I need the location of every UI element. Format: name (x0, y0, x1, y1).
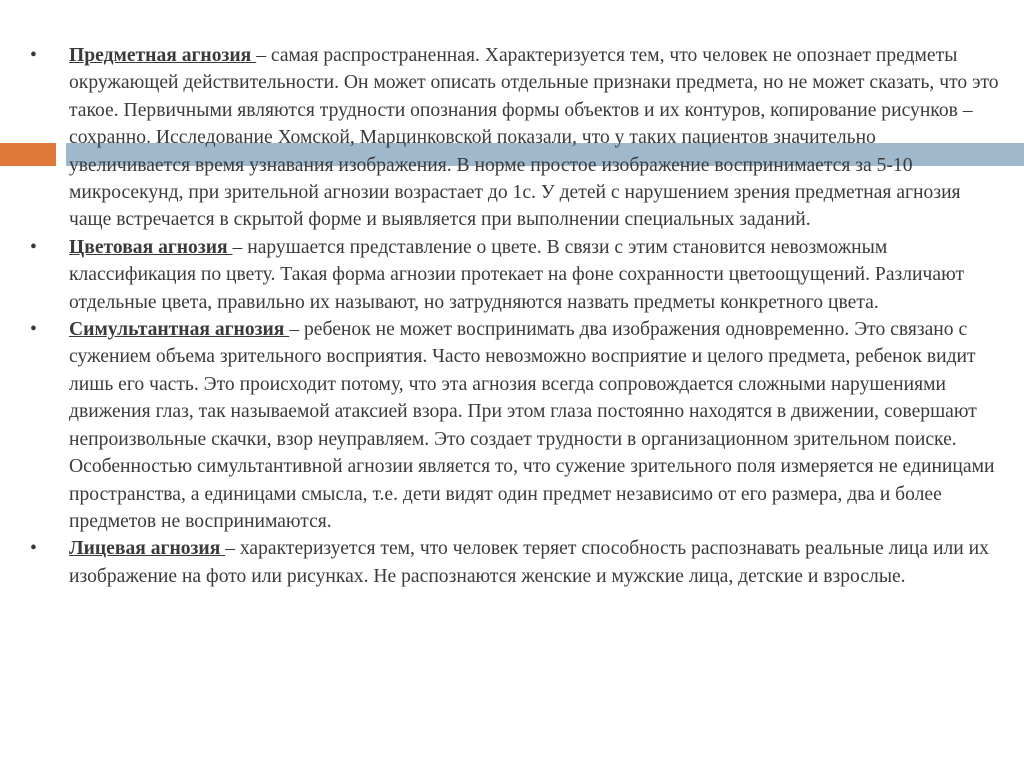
description-simultaneous-agnosia: – ребенок не может воспринимать два изображения одновременно. Это связано с сужением объема зрительного восприятия. Часто невозможно восприятие и целого предмета, ребенок видит лишь его часть. Это происходит потому, что эта агнозия всегда сопровождается сложными нарушениями движения глаз, так называемой атаксией взора. При этом глаза постоянно находятся в движении, совершают непроизвольные скачки, взор неуправляем. Это создает трудности в организационном зрительном поиске. Особенностью симультантивной агнозии является то, что сужение зрительного поля измеряется не единицами пространства, а единицами смысла, т.е. дети видят один предмет независимо от его размера, два и более предметов не воспринимаются. (69, 319, 995, 532)
bullet-icon: • (30, 319, 37, 341)
list-item-face-agnosia (30, 535, 1000, 590)
bullet-icon: • (30, 538, 37, 560)
term-object-agnosia: Предметная агнозия (69, 45, 257, 66)
term-simultaneous-agnosia: Симультантная агнозия (69, 319, 290, 341)
description-color-agnosia: – нарушается представление о цвете. В связи с этим становится невозможным классификация по цвету. Такая форма агнозии протекает на фоне сохранности цветоощущений. Различают отдельные цвета, правильно их называют, но затрудняются назвать предметы конкретного цвета. (69, 236, 965, 313)
list-item-color-agnosia (30, 234, 1000, 316)
slide-content (30, 42, 1000, 590)
description-face-agnosia: – характеризуется тем, что человек теряет способность распознавать реальные лица или их изображение на фото или рисунках. Не распознаются женские и мужские лица, детские и взрослые. (69, 538, 989, 587)
term-face-agnosia: Лицевая агнозия (69, 538, 226, 560)
list-item-object-agnosia (30, 42, 1000, 234)
bullet-icon: • (30, 236, 37, 258)
description-object-agnosia: – самая распространенная. Характеризуется тем, что человек не опознает предметы окружающей действительности. Он может описать отдельные признаки предмета, но не может сказать, что это такое. Первичными являются трудности опознания формы объектов и их контуров, копирование рисунков – сохранно. Исследование Хомской, Марцинковской показали, что у таких пациентов значительно увеличивается время узнавания изображения. В норме простое изображение воспринимается за 5-10 микросекунд, при зрительной агнозии возрастает до 1с. У детей с нарушением зрения предметная агнозия чаще встречается в скрытой форме и выявляется при выполнении специальных заданий. (69, 45, 999, 231)
bullet-icon: • (30, 45, 37, 66)
list-item-simultaneous-agnosia (30, 316, 1000, 535)
term-color-agnosia: Цветовая агнозия (69, 236, 233, 258)
agnosia-list (30, 42, 1000, 590)
